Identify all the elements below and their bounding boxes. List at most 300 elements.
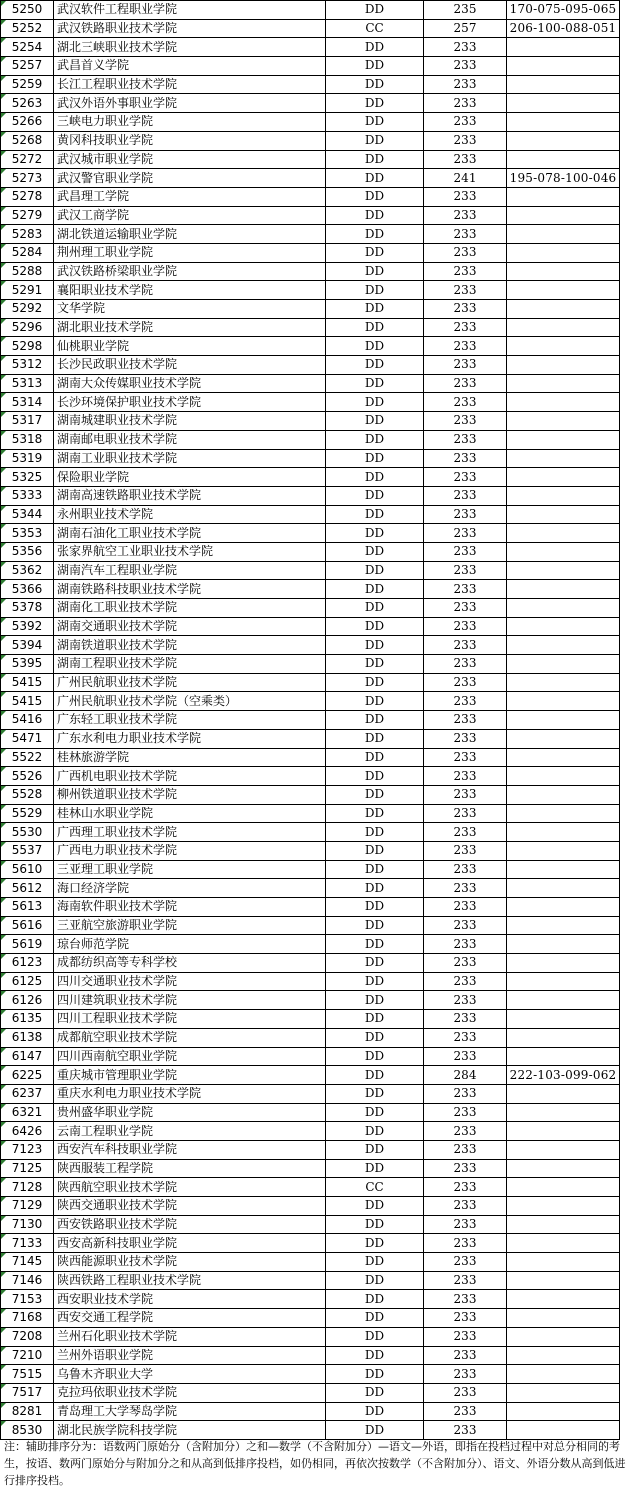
- college-name-cell: 西安汽车科技职业学院: [54, 1140, 326, 1159]
- college-name-cell: 四川西南航空职业学院: [54, 1047, 326, 1066]
- college-name-cell: 青岛理工大学琴岛学院: [54, 1402, 326, 1421]
- min-score-cell: 233: [424, 991, 507, 1010]
- table-row: [1, 113, 620, 132]
- min-score-cell: 233: [424, 393, 507, 412]
- tiebreak-score-cell: [507, 131, 620, 150]
- college-name-cell: 成都纺织高等专科学校: [54, 954, 326, 973]
- subject-grade-cell: DD: [326, 636, 424, 655]
- subject-grade-cell: DD: [326, 318, 424, 337]
- table-row: [1, 19, 620, 38]
- college-code-cell: 5317: [1, 412, 54, 431]
- college-name-cell: 湖南石油化工职业技术学院: [54, 524, 326, 543]
- college-code-cell: 6426: [1, 1122, 54, 1141]
- subject-grade-cell: DD: [326, 150, 424, 169]
- college-code-cell: 5378: [1, 599, 54, 618]
- college-name-cell: 四川交通职业技术学院: [54, 972, 326, 991]
- college-code-cell: 7133: [1, 1234, 54, 1253]
- min-score-cell: 233: [424, 1253, 507, 1272]
- subject-grade-cell: DD: [326, 225, 424, 244]
- table-row: [1, 785, 620, 804]
- table-row: [1, 1010, 620, 1029]
- min-score-cell: 233: [424, 823, 507, 842]
- min-score-cell: 233: [424, 804, 507, 823]
- subject-grade-cell: DD: [326, 711, 424, 730]
- min-score-cell: 233: [424, 486, 507, 505]
- subject-grade-cell: DD: [326, 1309, 424, 1328]
- table-row: [1, 1159, 620, 1178]
- college-code-cell: 6147: [1, 1047, 54, 1066]
- college-code-cell: 7210: [1, 1346, 54, 1365]
- subject-grade-cell: DD: [326, 991, 424, 1010]
- table-row: [1, 1197, 620, 1216]
- tiebreak-score-cell: [507, 599, 620, 618]
- college-name-cell: 广东水利电力职业技术学院: [54, 729, 326, 748]
- min-score-cell: 233: [424, 318, 507, 337]
- tiebreak-score-cell: [507, 412, 620, 431]
- subject-grade-cell: DD: [326, 1028, 424, 1047]
- college-code-cell: 5259: [1, 75, 54, 94]
- college-code-cell: 7145: [1, 1253, 54, 1272]
- college-code-cell: 5257: [1, 57, 54, 76]
- footnote: 注：辅助排序分为：语数两门原始分（含附加分）之和—数学（不含附加分）—语文—外语，即指在投档过程中对总分相同的考生，按语、数两门原始分与附加分之和从高到低排序投档，如仍相同，再依次按数学（不含附加分）、语文、外语分数从高到低进行排序投档。: [4, 1440, 626, 1487]
- subject-grade-cell: DD: [326, 1346, 424, 1365]
- min-score-cell: 233: [424, 374, 507, 393]
- college-code-cell: 6237: [1, 1084, 54, 1103]
- college-name-cell: 武昌首义学院: [54, 57, 326, 76]
- college-name-cell: 湖北民族学院科技学院: [54, 1421, 326, 1440]
- table-row: [1, 449, 620, 468]
- tiebreak-score-cell: [507, 1047, 620, 1066]
- min-score-cell: 235: [424, 1, 507, 20]
- min-score-cell: 233: [424, 729, 507, 748]
- tiebreak-score-cell: [507, 1253, 620, 1272]
- min-score-cell: 257: [424, 19, 507, 38]
- table-row: [1, 1215, 620, 1234]
- table-body: [1, 1, 620, 1440]
- college-name-cell: 湖北铁道运输职业学院: [54, 225, 326, 244]
- tiebreak-score-cell: [507, 206, 620, 225]
- tiebreak-score-cell: [507, 823, 620, 842]
- min-score-cell: 233: [424, 785, 507, 804]
- table-row: [1, 1271, 620, 1290]
- table-row: [1, 1028, 620, 1047]
- table-row: [1, 935, 620, 954]
- min-score-cell: 233: [424, 1327, 507, 1346]
- tiebreak-score-cell: [507, 356, 620, 375]
- tiebreak-score-cell: [507, 38, 620, 57]
- min-score-cell: 233: [424, 1383, 507, 1402]
- table-row: [1, 1178, 620, 1197]
- college-name-cell: 武汉警官职业学院: [54, 169, 326, 188]
- subject-grade-cell: DD: [326, 785, 424, 804]
- tiebreak-score-cell: [507, 841, 620, 860]
- table-row: [1, 1234, 620, 1253]
- subject-grade-cell: DD: [326, 430, 424, 449]
- min-score-cell: 233: [424, 1346, 507, 1365]
- college-code-cell: 5366: [1, 580, 54, 599]
- table-row: [1, 916, 620, 935]
- table-row: [1, 692, 620, 711]
- college-code-cell: 7123: [1, 1140, 54, 1159]
- college-name-cell: 兰州石化职业技术学院: [54, 1327, 326, 1346]
- min-score-cell: 284: [424, 1066, 507, 1085]
- min-score-cell: 233: [424, 1028, 507, 1047]
- college-code-cell: 5537: [1, 841, 54, 860]
- table-row: [1, 954, 620, 973]
- subject-grade-cell: DD: [326, 972, 424, 991]
- min-score-cell: 233: [424, 1215, 507, 1234]
- college-code-cell: 6321: [1, 1103, 54, 1122]
- college-name-cell: 仙桃职业学院: [54, 337, 326, 356]
- subject-grade-cell: DD: [326, 412, 424, 431]
- tiebreak-score-cell: [507, 225, 620, 244]
- college-name-cell: 成都航空职业技术学院: [54, 1028, 326, 1047]
- subject-grade-cell: DD: [326, 841, 424, 860]
- table-row: [1, 412, 620, 431]
- college-code-cell: 6225: [1, 1066, 54, 1085]
- min-score-cell: 233: [424, 430, 507, 449]
- tiebreak-score-cell: [507, 748, 620, 767]
- subject-grade-cell: DD: [326, 1271, 424, 1290]
- min-score-cell: 233: [424, 150, 507, 169]
- subject-grade-cell: DD: [326, 655, 424, 674]
- college-name-cell: 兰州外语职业学院: [54, 1346, 326, 1365]
- college-name-cell: 海南软件职业技术学院: [54, 898, 326, 917]
- table-row: [1, 1047, 620, 1066]
- college-code-cell: 6123: [1, 954, 54, 973]
- table-row: [1, 561, 620, 580]
- college-code-cell: 5279: [1, 206, 54, 225]
- tiebreak-score-cell: [507, 542, 620, 561]
- college-code-cell: 5268: [1, 131, 54, 150]
- tiebreak-score-cell: [507, 860, 620, 879]
- tiebreak-score-cell: [507, 1309, 620, 1328]
- min-score-cell: 233: [424, 1047, 507, 1066]
- college-code-cell: 5522: [1, 748, 54, 767]
- tiebreak-score-cell: [507, 1122, 620, 1141]
- table-row: [1, 1383, 620, 1402]
- subject-grade-cell: DD: [326, 673, 424, 692]
- college-code-cell: 5392: [1, 617, 54, 636]
- tiebreak-score-cell: 195-078-100-046: [507, 169, 620, 188]
- tiebreak-score-cell: [507, 636, 620, 655]
- college-name-cell: 陕西服装工程学院: [54, 1159, 326, 1178]
- subject-grade-cell: DD: [326, 94, 424, 113]
- table-row: [1, 75, 620, 94]
- college-code-cell: 5266: [1, 113, 54, 132]
- min-score-cell: 233: [424, 561, 507, 580]
- college-code-cell: 5356: [1, 542, 54, 561]
- table-row: [1, 1084, 620, 1103]
- subject-grade-cell: DD: [326, 243, 424, 262]
- tiebreak-score-cell: [507, 655, 620, 674]
- tiebreak-score-cell: [507, 561, 620, 580]
- college-name-cell: 湖南交通职业技术学院: [54, 617, 326, 636]
- table-row: [1, 243, 620, 262]
- subject-grade-cell: DD: [326, 262, 424, 281]
- subject-grade-cell: CC: [326, 19, 424, 38]
- table-row: [1, 1421, 620, 1440]
- min-score-cell: 241: [424, 169, 507, 188]
- min-score-cell: 233: [424, 916, 507, 935]
- subject-grade-cell: DD: [326, 1290, 424, 1309]
- min-score-cell: 233: [424, 860, 507, 879]
- table-row: [1, 1346, 620, 1365]
- subject-grade-cell: DD: [326, 1122, 424, 1141]
- college-code-cell: 5353: [1, 524, 54, 543]
- min-score-cell: 233: [424, 281, 507, 300]
- table-row: [1, 187, 620, 206]
- min-score-cell: 233: [424, 1365, 507, 1384]
- college-code-cell: 5273: [1, 169, 54, 188]
- table-row: [1, 57, 620, 76]
- tiebreak-score-cell: [507, 972, 620, 991]
- subject-grade-cell: DD: [326, 113, 424, 132]
- tiebreak-score-cell: [507, 617, 620, 636]
- college-name-cell: 文华学院: [54, 300, 326, 319]
- subject-grade-cell: DD: [326, 1327, 424, 1346]
- table-row: [1, 1402, 620, 1421]
- min-score-cell: 233: [424, 505, 507, 524]
- college-name-cell: 乌鲁木齐职业大学: [54, 1365, 326, 1384]
- subject-grade-cell: DD: [326, 393, 424, 412]
- college-name-cell: 湖南工业职业技术学院: [54, 449, 326, 468]
- table-row: [1, 804, 620, 823]
- tiebreak-score-cell: [507, 1402, 620, 1421]
- college-code-cell: 5526: [1, 767, 54, 786]
- college-code-cell: 5312: [1, 356, 54, 375]
- subject-grade-cell: DD: [326, 692, 424, 711]
- min-score-cell: 233: [424, 356, 507, 375]
- college-name-cell: 长江工程职业技术学院: [54, 75, 326, 94]
- college-code-cell: 5319: [1, 449, 54, 468]
- table-row: [1, 972, 620, 991]
- college-name-cell: 西安铁路职业技术学院: [54, 1215, 326, 1234]
- college-code-cell: 5292: [1, 300, 54, 319]
- college-name-cell: 陕西能源职业技术学院: [54, 1253, 326, 1272]
- min-score-cell: 233: [424, 1122, 507, 1141]
- tiebreak-score-cell: [507, 1028, 620, 1047]
- college-code-cell: 5278: [1, 187, 54, 206]
- table-row: [1, 1066, 620, 1085]
- min-score-cell: 233: [424, 580, 507, 599]
- college-code-cell: 6135: [1, 1010, 54, 1029]
- table-row: [1, 486, 620, 505]
- college-code-cell: 5254: [1, 38, 54, 57]
- college-name-cell: 荆州理工职业学院: [54, 243, 326, 262]
- college-code-cell: 5415: [1, 673, 54, 692]
- college-name-cell: 四川工程职业技术学院: [54, 1010, 326, 1029]
- table-row: [1, 748, 620, 767]
- subject-grade-cell: DD: [326, 131, 424, 150]
- min-score-cell: 233: [424, 300, 507, 319]
- college-name-cell: 武昌理工学院: [54, 187, 326, 206]
- subject-grade-cell: DD: [326, 206, 424, 225]
- min-score-cell: 233: [424, 655, 507, 674]
- college-name-cell: 湖南城建职业技术学院: [54, 412, 326, 431]
- tiebreak-score-cell: [507, 1365, 620, 1384]
- college-name-cell: 湖南高速铁路职业技术学院: [54, 486, 326, 505]
- college-name-cell: 湖南工程职业技术学院: [54, 655, 326, 674]
- subject-grade-cell: DD: [326, 374, 424, 393]
- min-score-cell: 233: [424, 38, 507, 57]
- min-score-cell: 233: [424, 599, 507, 618]
- min-score-cell: 233: [424, 617, 507, 636]
- college-code-cell: 5362: [1, 561, 54, 580]
- college-name-cell: 云南工程职业学院: [54, 1122, 326, 1141]
- min-score-cell: 233: [424, 94, 507, 113]
- college-code-cell: 8281: [1, 1402, 54, 1421]
- table-row: [1, 1365, 620, 1384]
- college-name-cell: 贵州盛华职业学院: [54, 1103, 326, 1122]
- tiebreak-score-cell: [507, 393, 620, 412]
- college-code-cell: 5333: [1, 486, 54, 505]
- college-name-cell: 重庆水利电力职业技术学院: [54, 1084, 326, 1103]
- min-score-cell: 233: [424, 1234, 507, 1253]
- college-code-cell: 5612: [1, 879, 54, 898]
- college-name-cell: 四川建筑职业技术学院: [54, 991, 326, 1010]
- table-row: [1, 1309, 620, 1328]
- tiebreak-score-cell: [507, 318, 620, 337]
- subject-grade-cell: CC: [326, 1178, 424, 1197]
- college-name-cell: 广西电力职业技术学院: [54, 841, 326, 860]
- tiebreak-score-cell: [507, 711, 620, 730]
- college-name-cell: 陕西交通职业技术学院: [54, 1197, 326, 1216]
- college-code-cell: 5314: [1, 393, 54, 412]
- table-row: [1, 879, 620, 898]
- subject-grade-cell: DD: [326, 1103, 424, 1122]
- tiebreak-score-cell: [507, 1290, 620, 1309]
- table-row: [1, 300, 620, 319]
- subject-grade-cell: DD: [326, 75, 424, 94]
- table-row: [1, 206, 620, 225]
- college-name-cell: 桂林山水职业学院: [54, 804, 326, 823]
- college-code-cell: 5318: [1, 430, 54, 449]
- tiebreak-score-cell: [507, 991, 620, 1010]
- subject-grade-cell: DD: [326, 804, 424, 823]
- tiebreak-score-cell: [507, 243, 620, 262]
- tiebreak-score-cell: [507, 729, 620, 748]
- college-name-cell: 湖南汽车工程职业学院: [54, 561, 326, 580]
- college-code-cell: 5616: [1, 916, 54, 935]
- min-score-cell: 233: [424, 131, 507, 150]
- college-code-cell: 8530: [1, 1421, 54, 1440]
- table-row: [1, 542, 620, 561]
- subject-grade-cell: DD: [326, 169, 424, 188]
- tiebreak-score-cell: [507, 113, 620, 132]
- subject-grade-cell: DD: [326, 1084, 424, 1103]
- college-name-cell: 桂林旅游学院: [54, 748, 326, 767]
- college-name-cell: 陕西航空职业技术学院: [54, 1178, 326, 1197]
- table-row: [1, 337, 620, 356]
- tiebreak-score-cell: [507, 1234, 620, 1253]
- tiebreak-score-cell: [507, 150, 620, 169]
- college-code-cell: 7130: [1, 1215, 54, 1234]
- min-score-cell: 233: [424, 524, 507, 543]
- tiebreak-score-cell: 222-103-099-062: [507, 1066, 620, 1085]
- college-name-cell: 武汉软件工程职业学院: [54, 1, 326, 20]
- min-score-cell: 233: [424, 1159, 507, 1178]
- college-name-cell: 西安高新科技职业学院: [54, 1234, 326, 1253]
- subject-grade-cell: DD: [326, 823, 424, 842]
- college-code-cell: 5284: [1, 243, 54, 262]
- min-score-cell: 233: [424, 449, 507, 468]
- table-row: [1, 841, 620, 860]
- table-row: [1, 524, 620, 543]
- subject-grade-cell: DD: [326, 337, 424, 356]
- subject-grade-cell: DD: [326, 599, 424, 618]
- min-score-cell: 233: [424, 1271, 507, 1290]
- subject-grade-cell: DD: [326, 1383, 424, 1402]
- college-name-cell: 长沙环境保护职业技术学院: [54, 393, 326, 412]
- min-score-cell: 233: [424, 879, 507, 898]
- college-name-cell: 湖南化工职业技术学院: [54, 599, 326, 618]
- tiebreak-score-cell: [507, 1215, 620, 1234]
- subject-grade-cell: DD: [326, 561, 424, 580]
- subject-grade-cell: DD: [326, 1421, 424, 1440]
- subject-grade-cell: DD: [326, 542, 424, 561]
- college-code-cell: 5610: [1, 860, 54, 879]
- college-name-cell: 武汉铁路职业技术学院: [54, 19, 326, 38]
- tiebreak-score-cell: [507, 673, 620, 692]
- tiebreak-score-cell: [507, 767, 620, 786]
- subject-grade-cell: DD: [326, 281, 424, 300]
- college-code-cell: 5529: [1, 804, 54, 823]
- subject-grade-cell: DD: [326, 879, 424, 898]
- table-row: [1, 131, 620, 150]
- min-score-cell: 233: [424, 225, 507, 244]
- table-row: [1, 94, 620, 113]
- college-code-cell: 5283: [1, 225, 54, 244]
- college-name-cell: 襄阳职业技术学院: [54, 281, 326, 300]
- college-code-cell: 6138: [1, 1028, 54, 1047]
- subject-grade-cell: DD: [326, 580, 424, 599]
- college-name-cell: 西安交通工程学院: [54, 1309, 326, 1328]
- table-row: [1, 991, 620, 1010]
- tiebreak-score-cell: [507, 898, 620, 917]
- college-code-cell: 7125: [1, 1159, 54, 1178]
- table-row: [1, 1103, 620, 1122]
- college-name-cell: 黄冈科技职业学院: [54, 131, 326, 150]
- college-code-cell: 7208: [1, 1327, 54, 1346]
- table-row: [1, 225, 620, 244]
- college-code-cell: 5528: [1, 785, 54, 804]
- college-code-cell: 6126: [1, 991, 54, 1010]
- tiebreak-score-cell: [507, 1140, 620, 1159]
- min-score-cell: 233: [424, 206, 507, 225]
- table-row: [1, 393, 620, 412]
- college-name-cell: 西安职业技术学院: [54, 1290, 326, 1309]
- min-score-cell: 233: [424, 954, 507, 973]
- college-code-cell: 7129: [1, 1197, 54, 1216]
- college-code-cell: 5344: [1, 505, 54, 524]
- college-name-cell: 张家界航空工业职业技术学院: [54, 542, 326, 561]
- min-score-cell: 233: [424, 935, 507, 954]
- college-code-cell: 5415: [1, 692, 54, 711]
- subject-grade-cell: DD: [326, 524, 424, 543]
- tiebreak-score-cell: [507, 374, 620, 393]
- college-code-cell: 5291: [1, 281, 54, 300]
- college-code-cell: 7515: [1, 1365, 54, 1384]
- tiebreak-score-cell: [507, 57, 620, 76]
- table-row: [1, 150, 620, 169]
- college-name-cell: 三峡电力职业学院: [54, 113, 326, 132]
- table-row: [1, 1, 620, 20]
- min-score-cell: 233: [424, 767, 507, 786]
- college-name-cell: 长沙民政职业技术学院: [54, 356, 326, 375]
- subject-grade-cell: DD: [326, 617, 424, 636]
- table-row: [1, 318, 620, 337]
